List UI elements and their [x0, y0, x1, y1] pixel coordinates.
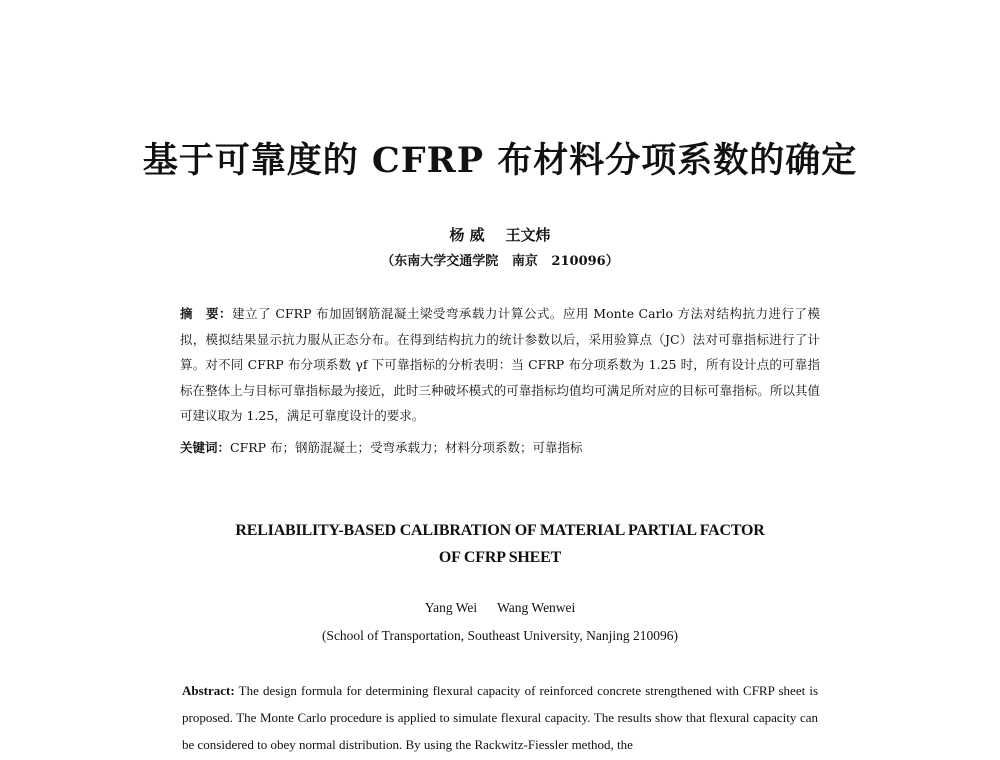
paper-title-en-line2: OF CFRP SHEET	[438, 549, 562, 566]
abstract-cn	[180, 301, 820, 429]
paper-title-en-line1: RELIABILITY-BASED CALIBRATION OF MATERIAL PARTIAL FACTOR	[235, 522, 765, 539]
paper-title-cn: 基于可靠度的 CFRP 布材料分项系数的确定	[142, 140, 858, 181]
keywords-cn	[180, 438, 820, 458]
authors-en: Yang Wei Wang Wenwei	[424, 600, 576, 615]
abstract-label-en: Abstract:	[182, 683, 235, 698]
keywords-label-cn: 关键词：	[180, 440, 231, 455]
abstract-en	[182, 677, 818, 758]
abstract-label-cn: 摘 要：	[180, 306, 232, 321]
keywords-text-cn: CFRP 布；钢筋混凝土；受弯承载力；材料分项系数；可靠指标	[230, 440, 583, 455]
affiliation-en: (School of Transportation, Southeast University, Nanjing 210096)	[321, 628, 679, 643]
affiliation-cn: （东南大学交通学院 南京 210096）	[381, 254, 619, 269]
authors-cn: 杨 威 王文炜	[449, 226, 551, 244]
abstract-text-cn: 建立了 CFRP 布加固钢筋混凝土梁受弯承载力计算公式。应用 Monte Carlo 方法对结构抗力进行了模拟，模拟结果显示抗力服从正态分布。在得到结构抗力的统计参数以后，采用验算点（JC）法对可靠指标进行了计算。对不同 CFRP 布分项系数 γf 下可靠指标的分析表明：当 CFRP 布分项系数为 1.25 时，所有设计点的可靠指标在整体上与目标可靠指标最为接近，此时三种破坏模式的可靠指标均值均可满足所对应的目标可靠指标。所以其值可建议取为 1.25，满足可靠度设计的要求。	[180, 306, 820, 423]
abstract-text-en: The design formula for determining flexural capacity of reinforced concrete strengthened with CFRP sheet is proposed. The Monte Carlo procedure is applied to simulate flexural capacity. The results show that flexural capacity can be considered to obey normal distribution. By using the Rackwitz-Fiessler method, the	[182, 683, 819, 752]
paper-title-en	[0, 517, 1000, 571]
